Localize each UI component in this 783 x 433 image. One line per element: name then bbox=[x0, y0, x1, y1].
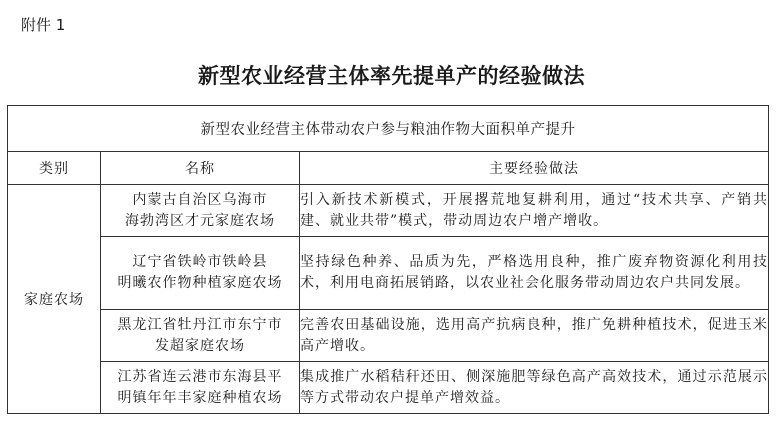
farm-name-line: 辽宁省铁岭市铁岭县 bbox=[132, 254, 268, 270]
table-header-row bbox=[8, 152, 769, 185]
practice-cell: 引入新技术新模式，开展撂荒地复耕利用，通过“技术共享、产销共建、就业共带”模式，带动周边农户增产增收。 bbox=[300, 185, 769, 237]
annex-label: 附件 1 bbox=[21, 16, 66, 34]
farm-name-line: 明曦农作物种植家庭农场 bbox=[117, 275, 283, 291]
practice-cell: 集成推广水稻秸秆还田、侧深施肥等绿色高产高效技术，通过示范展示等方式带动农户提单产增效益。 bbox=[300, 362, 769, 414]
category-cell: 家庭农场 bbox=[8, 185, 101, 414]
farm-name-cell bbox=[101, 310, 300, 362]
farm-name-line: 海勃湾区才元家庭农场 bbox=[125, 212, 275, 229]
practice-cell: 完善农田基础设施，选用高产抗病良种，推广免耕种植技术，促进玉米高产增收。 bbox=[300, 310, 769, 362]
table-row bbox=[8, 185, 769, 237]
table-row bbox=[8, 310, 769, 362]
practice-cell: 坚持绿色种养、品质为先，严格选用良种，推广废弃物资源化利用技术，利用电商拓展销路，以农业社会化服务带动周边农户共同发展。 bbox=[300, 237, 769, 310]
document-title: 新型农业经营主体率先提单产的经验做法 bbox=[198, 63, 585, 88]
farm-name-line: 明镇年年丰家庭种植农场 bbox=[117, 389, 283, 406]
experience-table bbox=[7, 105, 769, 414]
header-practice: 主要经验做法 bbox=[300, 152, 769, 185]
header-category: 类别 bbox=[8, 152, 101, 185]
farm-name-line: 内蒙古自治区乌海市 bbox=[132, 191, 268, 208]
header-name: 名称 bbox=[101, 152, 300, 185]
farm-name-line: 江苏省连云港市东海县平 bbox=[117, 368, 283, 385]
farm-name-line: 发超家庭农场 bbox=[155, 337, 245, 354]
table-caption: 新型农业经营主体带动农户参与粮油作物大面积单产提升 bbox=[8, 106, 769, 152]
table-caption-row bbox=[8, 106, 769, 152]
farm-name-cell bbox=[101, 362, 300, 414]
farm-name-cell bbox=[101, 185, 300, 237]
farm-name-cell bbox=[101, 237, 300, 310]
table-row bbox=[8, 362, 769, 414]
farm-name-line: 黑龙江省牡丹江市东宁市 bbox=[117, 316, 283, 333]
table-row bbox=[8, 237, 769, 310]
